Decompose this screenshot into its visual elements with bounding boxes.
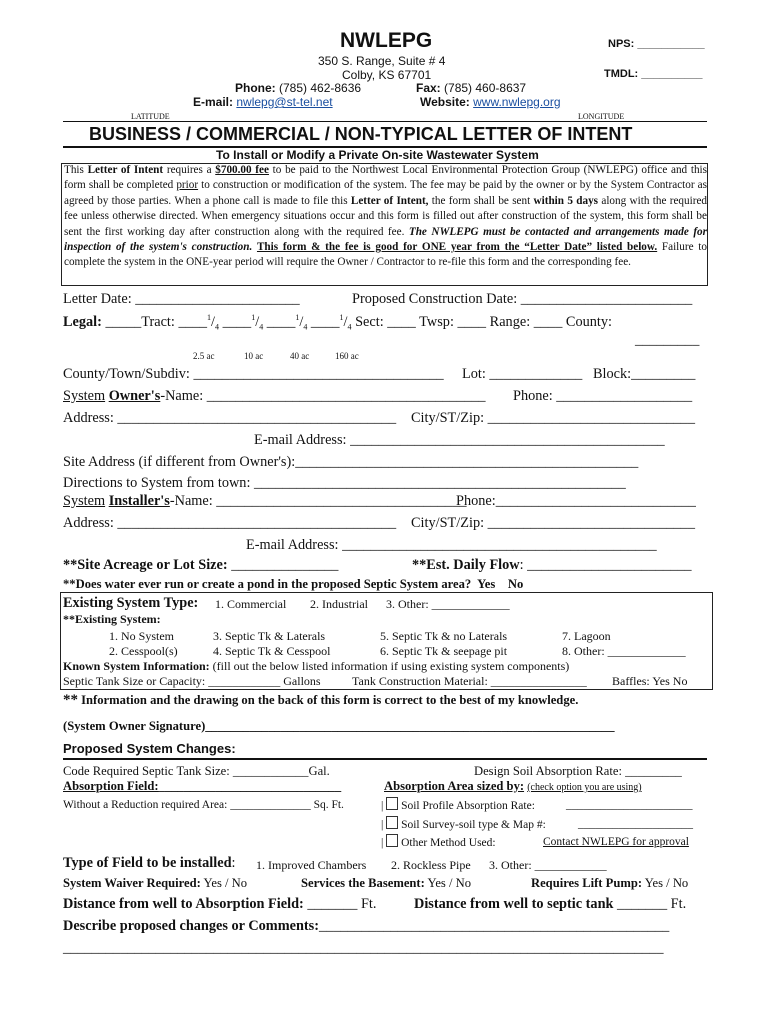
field-type-label: Type of Field to be installed: [63, 855, 236, 871]
option-soil-survey[interactable]: | Soil Survey-soil type & Map #: [381, 816, 546, 831]
acreage-field[interactable] [63, 557, 338, 574]
range-field[interactable]: Range: ____ [489, 313, 563, 330]
basement-label: Services the Basement: [301, 876, 425, 890]
existing-type-commercial[interactable]: 1. Commercial [215, 597, 287, 611]
latitude-label: LATITUDE [131, 112, 170, 121]
form-title: BUSINESS / COMMERCIAL / NON-TYPICAL LETTER OF INTENT [89, 124, 633, 144]
daily-flow-line[interactable]: : _______________________ [519, 557, 692, 573]
describe-row[interactable] [63, 918, 669, 935]
existing-type-other[interactable]: 3. Other: _____________ [386, 597, 510, 611]
intro-text-5: the form shall be sent [431, 194, 531, 207]
field-type-text: Type of Field to be installed [63, 855, 232, 871]
proposed-date-field[interactable]: Proposed Construction Date: ________________________ [352, 291, 693, 307]
certify-row [63, 692, 578, 709]
comments-line[interactable]: ____________________________________________________________________________________ [63, 940, 664, 956]
existing-opt-2[interactable]: 2. Cesspool(s) [109, 644, 178, 658]
known-info-row [63, 659, 569, 674]
absorption-field-row[interactable] [63, 779, 341, 794]
certify-text: Information and the drawing on the back of this form is correct to the best of my knowledge. [81, 693, 579, 707]
intro-text-4: to construction or modification of the system. The fee may be paid by the owner or by the System Contractor as agreed by those parties. When a phone call is made to file this [64, 179, 707, 207]
owner-name-line[interactable]: -Name: _______________________________________ [160, 388, 486, 404]
existing-type-row [63, 595, 198, 612]
installer-phone-field[interactable]: Phone:____________________________ [456, 493, 696, 509]
block-field[interactable]: Block:_________ [593, 366, 696, 382]
installer-name-line[interactable]: -Name: ___________________________________ [169, 493, 467, 509]
code-tank-field[interactable]: Code Required Septic Tank Size: ____________Gal. [63, 764, 330, 778]
email-link[interactable]: nwlepg@st-tel.net [236, 95, 333, 109]
twsp-field[interactable]: Twsp: ____ [419, 313, 487, 330]
basement-choice[interactable]: Yes / No [427, 876, 472, 890]
form-subtitle: To Install or Modify a Private On-site Wastewater System [216, 148, 539, 162]
intro-text-letter2: Letter of Intent, [350, 194, 429, 207]
website-line [420, 95, 561, 109]
pond-text: **Does water ever run or create a pond in the proposed Septic System area? [63, 577, 472, 591]
website-label: Website: [420, 95, 470, 109]
email-line [193, 95, 333, 109]
describe-line[interactable]: _________________________________________________ [319, 918, 670, 934]
phone-value: (785) 462-8636 [279, 81, 362, 95]
certify-stars: ** [63, 692, 78, 708]
owner-city-field[interactable]: City/ST/Zip: _____________________________ [411, 410, 695, 426]
soil-survey-line[interactable]: ____________________ [578, 818, 693, 830]
legal-row: Legal: _____Tract: $\_\_\_\_^1/_4$ $\_\_\_\_^1/_4$ $\_\_\_\_^1/_4$ $\_\_\_\_^1/_4$ Sect: ____ Twsp: ____ Range: ____ County: [63, 313, 612, 332]
acre-label-1: 2.5 ac [193, 351, 215, 361]
check-option-note: (check option you are using) [527, 782, 642, 793]
county-field[interactable]: _________ [635, 332, 700, 348]
distance-tank-line[interactable]: _______ Ft. [617, 896, 687, 912]
fax-label: Fax: [416, 81, 441, 95]
existing-type-label: Existing System Type: [63, 595, 199, 611]
owner-name-field[interactable] [63, 388, 486, 405]
lot-field[interactable]: Lot: _____________ [462, 366, 583, 382]
quarter-a[interactable]: ____ [222, 313, 252, 330]
daily-flow-field[interactable] [412, 557, 692, 574]
absorption-field-line[interactable]: _____________________________ [158, 779, 342, 793]
intro-text-6: along with the required fee unless otherwise directed. When emergency situations occur and this form is filled out after construction of the system, this form shall be sent the first working day after construction along with the required fee. [64, 194, 708, 238]
intro-paragraph [64, 163, 707, 271]
field-type-other[interactable]: 3. Other: ____________ [489, 858, 607, 872]
known-info-label: Known System Information: [63, 659, 210, 673]
soil-survey-label: Soil Survey-soil type & Map #: [401, 819, 546, 831]
intro-within: within 5 days [533, 194, 599, 207]
baffles-field[interactable]: Baffles: Yes No [612, 674, 688, 688]
legal-label: Legal: [63, 313, 102, 330]
tank-material-field[interactable]: Tank Construction Material: ________________ [352, 674, 587, 688]
distance-abs-label: Distance from well to Absorption Field: [63, 896, 304, 912]
soil-profile-label: Soil Profile Absorption Rate: [401, 800, 535, 812]
acre-label-4: 160 ac [335, 351, 359, 361]
owner-signature-field[interactable]: (System Owner Signature)_________________________________________________________________ [63, 719, 615, 733]
installer-word: Installer's [108, 493, 170, 509]
installer-system-word: System [63, 493, 106, 509]
existing-opt-6[interactable]: 6. Septic Tk & seepage pit [380, 644, 508, 658]
tank-size-field[interactable]: Septic Tank Size or Capacity: ____________ Gallons [63, 674, 321, 688]
intro-text-3: to be paid to the Northwest Local Environmental Protection Group (NWLEPG) office and this form shall be completed [64, 164, 708, 192]
site-address-field[interactable]: Site Address (if different from Owner's):________________________________________________ [63, 454, 639, 470]
website-link[interactable]: www.nwlepg.org [473, 95, 561, 109]
phone-line [235, 81, 361, 95]
intro-good-for: This form & the fee is good for ONE year from the “Letter Date” listed below. [256, 241, 658, 254]
owner-email-field[interactable]: E-mail Address: ____________________________________________ [254, 432, 665, 448]
known-info-text: (fill out the below listed information if using existing system components) [212, 659, 570, 673]
owner-word: Owner's [108, 388, 161, 404]
distance-abs-line[interactable]: _______ Ft. [307, 896, 377, 912]
owner-system-word: System [63, 388, 106, 404]
existing-opt-1[interactable]: 1. No System [109, 629, 175, 643]
intro-text-letter: Letter of Intent [87, 164, 164, 176]
waiver-choice[interactable]: Yes / No [203, 876, 248, 890]
existing-type-industrial[interactable]: 2. Industrial [310, 597, 368, 611]
owner-address-field[interactable]: Address: _______________________________________ [63, 410, 397, 426]
pond-question [63, 577, 523, 592]
soil-profile-line[interactable]: ______________________ [566, 799, 693, 811]
existing-opt-4[interactable]: 4. Septic Tk & Cesspool [213, 644, 331, 658]
design-soil-field[interactable]: Design Soil Absorption Rate: _________ [474, 764, 682, 778]
other-method-label: Other Method Used: [401, 837, 496, 849]
existing-opt-5[interactable]: 5. Septic Tk & no Laterals [380, 629, 508, 643]
existing-opt-7[interactable]: 7. Lagoon [562, 629, 611, 643]
daily-flow-label: **Est. Daily Flow [412, 557, 520, 573]
org-name: NWLEPG [340, 29, 433, 52]
describe-label: Describe proposed changes or Comments: [63, 918, 320, 934]
pond-no[interactable]: No [507, 577, 524, 591]
acreage-label: **Site Acreage or Lot Size: [63, 557, 228, 573]
existing-opt-8[interactable]: 8. Other: _____________ [562, 644, 686, 658]
header-rule [63, 121, 707, 122]
existing-opt-3[interactable]: 3. Septic Tk & Laterals [213, 629, 326, 643]
checkbox-soil-survey[interactable] [386, 816, 398, 829]
intro-prior: prior [176, 179, 199, 192]
installer-name-field[interactable] [63, 493, 467, 510]
intro-text-1: This [64, 164, 84, 176]
acreage-line[interactable]: _______________ [231, 557, 339, 573]
installer-email-field[interactable]: E-mail Address: ____________________________________________ [246, 537, 657, 553]
existing-system-label: **Existing System: [63, 612, 161, 626]
org-address-line2: Colby, KS 67701 [342, 68, 432, 82]
option-soil-profile[interactable]: | Soil Profile Absorption Rate: [381, 797, 535, 812]
intro-failure: Failure to complete the system in the ONE-year period will require the Owner / Contractor to re-file this form and the corresponding fee. [64, 241, 707, 269]
absorption-area-label: Absorption Area sized by: [384, 779, 525, 793]
checkbox-soil-profile[interactable] [386, 797, 398, 810]
proposed-rule [63, 758, 707, 760]
absorption-field-label: Absorption Field: [63, 779, 159, 793]
lift-row [531, 876, 688, 891]
reduction-area-field[interactable]: Without a Reduction required Area: ______________ Sq. Ft. [63, 799, 344, 811]
sect-field[interactable]: Sect: ____ [355, 313, 416, 330]
distance-abs-row[interactable] [63, 896, 376, 913]
quarter-c[interactable]: ____ [310, 313, 340, 330]
directions-field[interactable]: Directions to System from town: ____________________________________________________ [63, 475, 626, 491]
org-address-line1: 350 S. Range, Suite # 4 [318, 54, 446, 68]
intro-fee: $700.00 fee [215, 164, 269, 176]
tmdl-field[interactable]: TMDL: __________ [604, 68, 703, 80]
letter-date-field[interactable]: Letter Date: _______________________ [63, 291, 300, 307]
checkbox-other-method[interactable] [386, 834, 398, 847]
intro-contact: The NWLEPG must be contacted and arrangements made for inspection of the system's construction. [64, 225, 707, 254]
lift-choice[interactable]: Yes / No [644, 876, 689, 890]
owner-phone-field[interactable]: Phone: ___________________ [513, 388, 693, 404]
fax-line [416, 81, 526, 95]
distance-tank-label: Distance from well to septic tank [414, 896, 614, 912]
pond-yes[interactable]: Yes [477, 577, 496, 591]
waiver-label: System Waiver Required: [63, 876, 201, 890]
proposed-heading: Proposed System Changes: [63, 741, 236, 756]
installer-address-field[interactable]: Address: _______________________________________ [63, 515, 397, 531]
legal-tract[interactable]: _____Tract: ____ [105, 313, 208, 330]
field-type-rockless[interactable]: 2. Rockless Pipe [391, 858, 471, 872]
county-label: County: [565, 313, 612, 330]
acre-label-3: 40 ac [290, 351, 310, 361]
distance-tank-row[interactable] [414, 896, 686, 913]
quarter-b[interactable]: ____ [266, 313, 296, 330]
waiver-row [63, 876, 247, 891]
county-town-field[interactable]: County/Town/Subdiv: ___________________________________ [63, 366, 444, 382]
intro-text-2: requires a [166, 164, 212, 176]
phone-label: Phone: [235, 81, 276, 95]
nps-field[interactable]: NPS: ___________ [608, 38, 705, 50]
option-other-method[interactable]: | Other Method Used: [381, 834, 496, 849]
installer-city-field[interactable]: City/ST/Zip: _____________________________ [411, 515, 695, 531]
email-label: E-mail: [193, 95, 234, 109]
basement-row [301, 876, 471, 891]
fax-value: (785) 460-8637 [444, 81, 527, 95]
acre-label-2: 10 ac [244, 351, 264, 361]
longitude-label: LONGITUDE [578, 112, 625, 121]
lift-label: Requires Lift Pump: [531, 876, 643, 890]
absorption-area-row [384, 779, 642, 794]
field-type-chambers[interactable]: 1. Improved Chambers [256, 858, 367, 872]
contact-approval-note: Contact NWLEPG for approval [543, 836, 689, 848]
